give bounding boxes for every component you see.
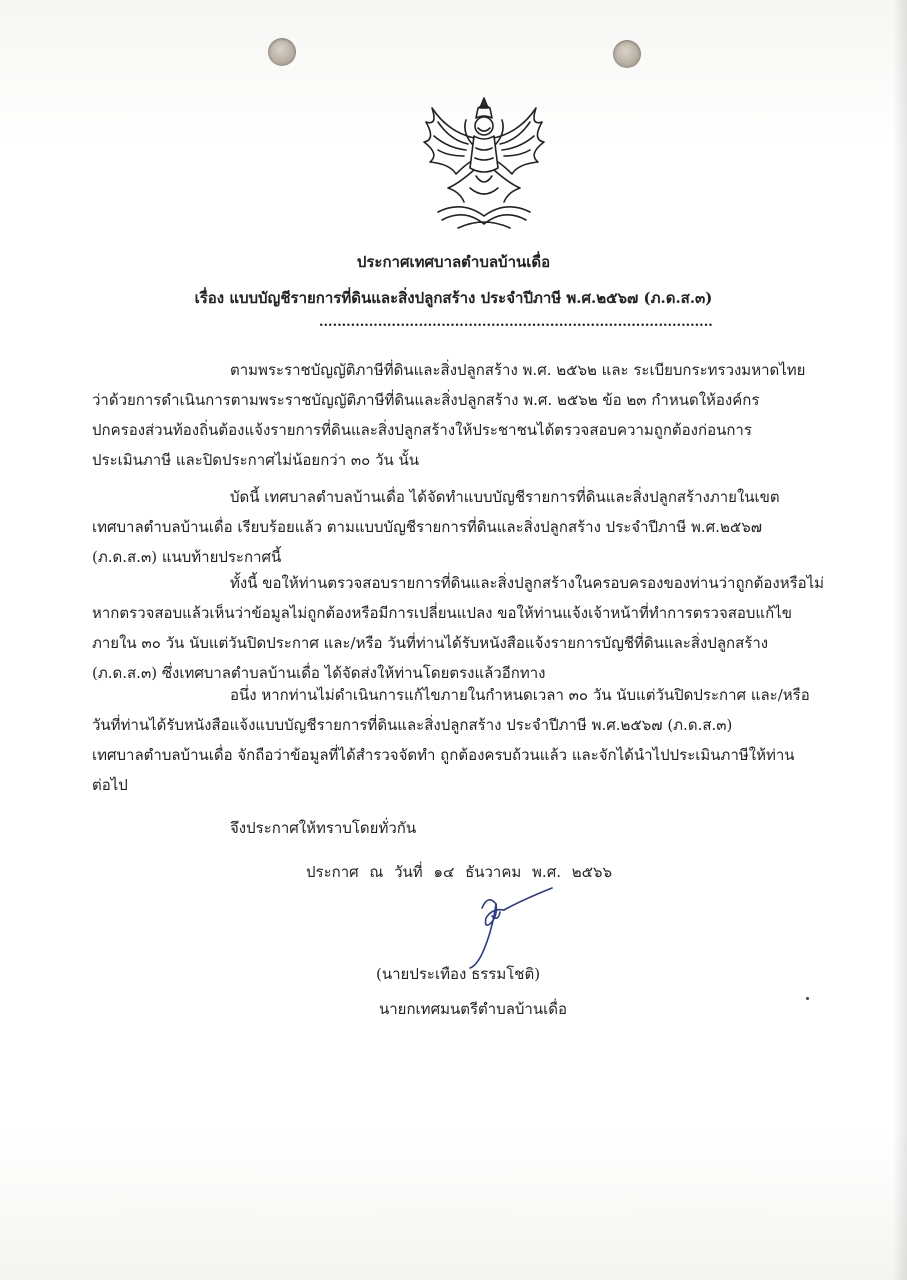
paragraph-line: อนึ่ง หากท่านไม่ดำเนินการแก้ไขภายในกำหนดเวลา ๓๐ วัน นับแต่วันปิดประกาศ และ/หรือ [230, 686, 810, 704]
paragraph-line: ตามพระราชบัญญัติภาษีที่ดินและสิ่งปลูกสร้าง พ.ศ. ๒๕๖๒ และ ระเบียบกระทรวงมหาดไทย [230, 361, 806, 379]
paragraph-line: บัดนี้ เทศบาลตำบลบ้านเดื่อ ได้จัดทำแบบบัญชีรายการที่ดินและสิ่งปลูกสร้างภายในเขต [230, 488, 780, 506]
separator-dots: ....................................................................................... [319, 315, 713, 330]
page-edge-shadow [893, 0, 907, 1280]
paragraph-line: วันที่ท่านได้รับหนังสือแจ้งแบบบัญชีรายการที่ดินและสิ่งปลูกสร้าง ประจำปีภาษี พ.ศ.๒๕๖๗ (ภ.ด.ส.๓) [92, 716, 733, 734]
paragraph-line: เทศบาลตำบลบ้านเดื่อ เรียบร้อยแล้ว ตามแบบบัญชีรายการที่ดินและสิ่งปลูกสร้าง ประจำปีภาษี พ.ศ.๒๕๖๗ [92, 518, 762, 536]
paragraph-line: ต่อไป [92, 776, 128, 794]
body-paragraph-3 [92, 568, 825, 688]
body-paragraph-4 [92, 680, 816, 800]
paragraph-line: ว่าด้วยการดำเนินการตามพระราชบัญญัติภาษีที่ดินและสิ่งปลูกสร้าง พ.ศ. ๒๕๖๒ ข้อ ๒๓ กำหนดให้องค์กร [92, 391, 760, 409]
signatory-name: (นายประเทือง ธรรมโชติ) [376, 965, 541, 983]
punch-hole-left [268, 38, 296, 66]
paragraph-line: หากตรวจสอบแล้วเห็นว่าข้อมูลไม่ถูกต้องหรือมีการเปลี่ยนแปลง ขอให้ท่านแจ้งเจ้าหน้าที่ทำการตรวจสอบแก้ไข [92, 604, 792, 622]
paper-speck [806, 997, 809, 1000]
paragraph-line: (ภ.ด.ส.๓) แนบท้ายประกาศนี้ [92, 548, 282, 566]
paragraph-line: ปกครองส่วนท้องถิ่นต้องแจ้งรายการที่ดินและสิ่งปลูกสร้างให้ประชาชนได้ตรวจสอบความถูกต้องก่อนการ [92, 421, 752, 439]
closing-statement: จึงประกาศให้ทราบโดยทั่วกัน [230, 819, 417, 837]
paragraph-line: (ภ.ด.ส.๓) ซึ่งเทศบาลตำบลบ้านเดื่อ ได้จัดส่งให้ท่านโดยตรงแล้วอีกทาง [92, 664, 546, 682]
body-paragraph-1 [92, 355, 816, 475]
paragraph-line: ทั้งนี้ ขอให้ท่านตรวจสอบรายการที่ดินและสิ่งปลูกสร้างในครอบครองของท่านว่าถูกต้องหรือไม่ [230, 574, 825, 592]
paragraph-line: ประเมินภาษี และปิดประกาศไม่น้อยกว่า ๓๐ วัน นั้น [92, 451, 420, 469]
garuda-emblem-icon [418, 92, 550, 234]
paragraph-line: เทศบาลตำบลบ้านเดื่อ จักถือว่าข้อมูลที่ได้สำรวจจัดทำ ถูกต้องครบถ้วนแล้ว และจักได้นำไปประเมินภาษีให้ท่าน [92, 746, 795, 764]
announcement-subject: เรื่อง แบบบัญชีรายการที่ดินและสิ่งปลูกสร้าง ประจำปีภาษี พ.ศ.๒๕๖๗ (ภ.ด.ส.๓) [194, 289, 713, 307]
announcement-date: ประกาศ ณ วันที่ ๑๔ ธันวาคม พ.ศ. ๒๕๖๖ [306, 863, 613, 881]
handwritten-signature [452, 882, 562, 972]
paragraph-line: ภายใน ๓๐ วัน นับแต่วันปิดประกาศ และ/หรือ วันที่ท่านได้รับหนังสือแจ้งรายการบัญชีที่ดินและสิ่งปลูกสร้าง [92, 634, 769, 652]
announcement-title: ประกาศเทศบาลตำบลบ้านเดื่อ [356, 253, 551, 271]
body-paragraph-2 [92, 482, 816, 572]
punch-hole-right [613, 40, 641, 68]
signatory-position: นายกเทศมนตรีตำบลบ้านเดื่อ [379, 1000, 567, 1018]
